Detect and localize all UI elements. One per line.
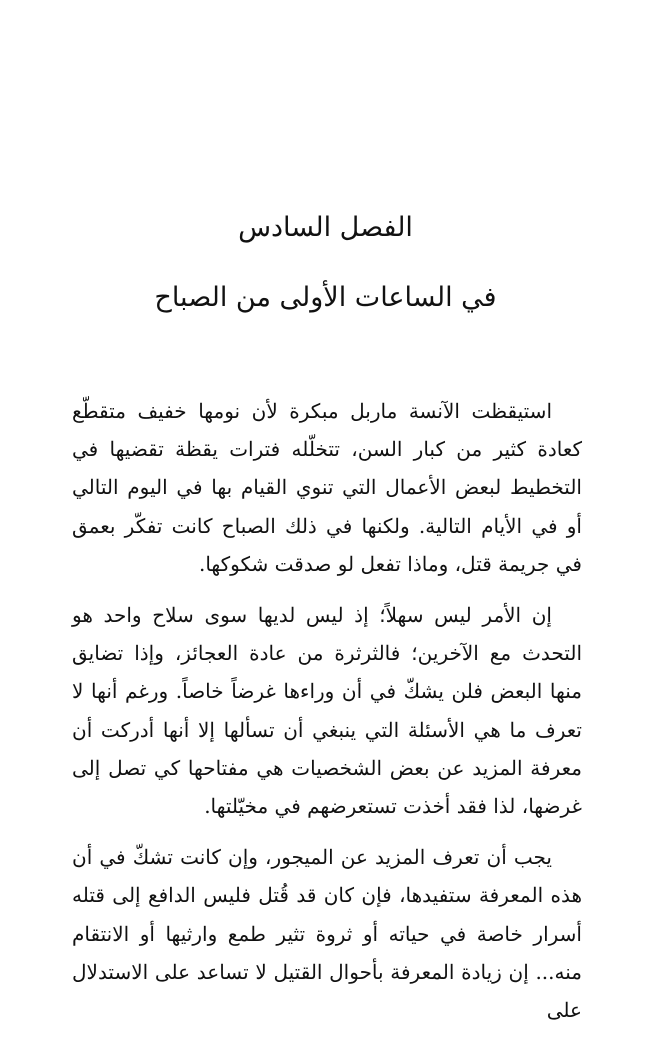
paragraph-1: استيقظت الآنسة ماربل مبكرة لأن نومها خفيف متقطّع كعادة كثير من كبار السن، تتخلّله فترات يقظة تقضيها في التخطيط لبعض الأعمال التي تنوي القيام بها في اليوم التالي أو في الأيام التالية. ولكنها في ذلك الصباح كانت تفكّر بعمق في جريمة قتل، وماذا تفعل لو صدقت شكوكها. — [72, 399, 582, 576]
body-text — [72, 392, 582, 1042]
chapter-title: الفصل السادس — [238, 212, 413, 243]
chapter-subtitle: في الساعات الأولى من الصباح — [154, 282, 497, 313]
paragraph-2: إن الأمر ليس سهلاً؛ إذ ليس لديها سوى سلاح واحد هو التحدث مع الآخرين؛ فالثرثرة من عادة العجائز، وإذا تضايق منها البعض فلن يشكّ في أن وراءها غرضاً خاصاً. ورغم أنها لا تعرف ما هي الأسئلة التي ينبغي أن تسألها إلا أنها أدركت أن معرفة المزيد عن بعض الشخصيات هي مفتاحها كي تصل إلى غرضها، لذا فقد أخذت تستعرضهم في مخيّلتها. — [72, 603, 582, 819]
paragraph-3: يجب أن تعرف المزيد عن الميجور، وإن كانت تشكّ في أن هذه المعرفة ستفيدها، فإن كان قد قُتل فليس الدافع إلى قتله أسرار خاصة في حياته أو ثروة تثير طمع وارثيها أو الانتقام منه... إن زيادة المعرفة بأحوال القتيل لا تساعد على الاستدلال على — [72, 845, 582, 1023]
